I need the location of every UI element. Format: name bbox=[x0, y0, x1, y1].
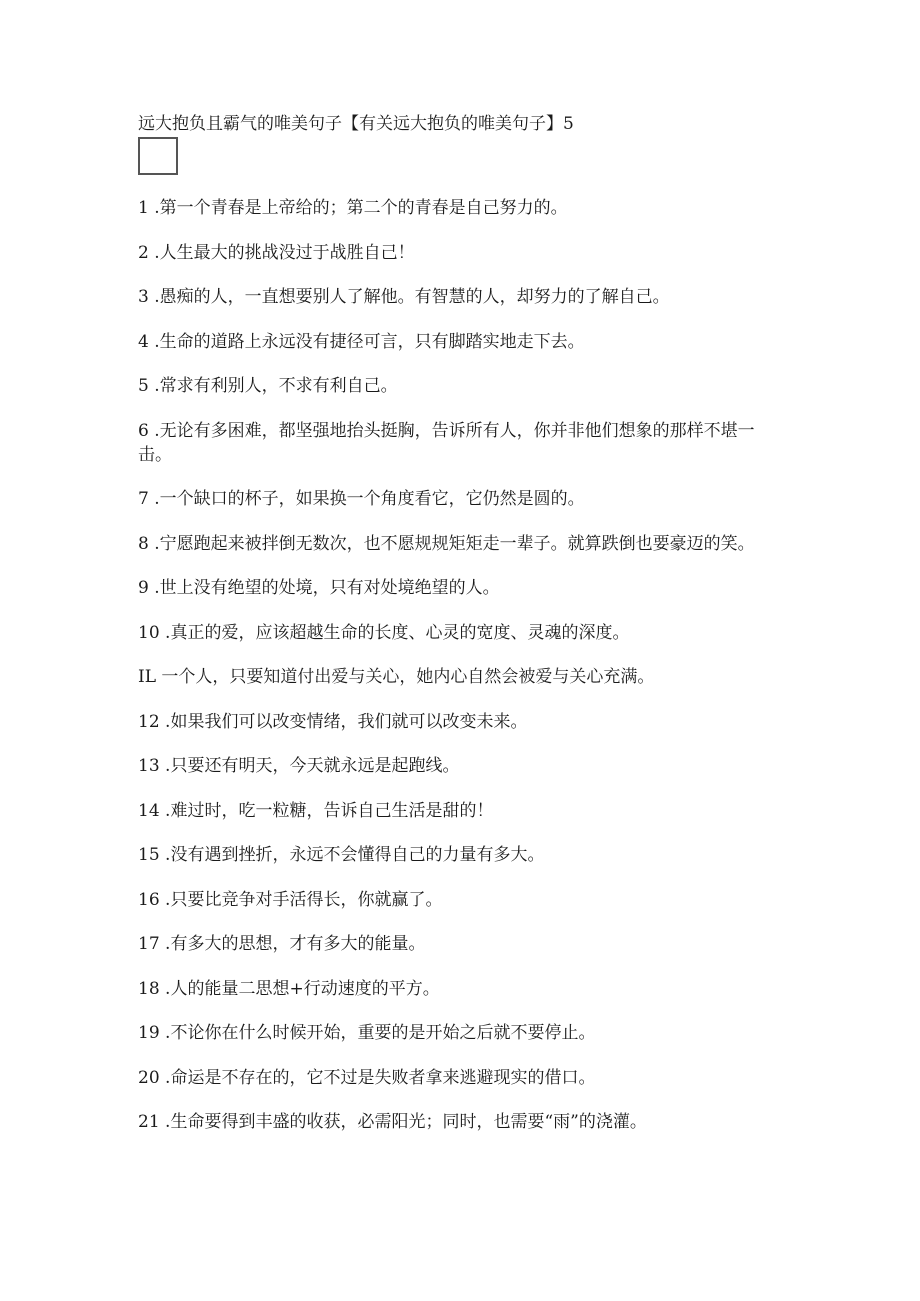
list-item: 20 .命运是不存在的，它不过是失败者拿来逃避现实的借口。 bbox=[138, 1067, 596, 1088]
list-item: 21 .生命要得到丰盛的收获，必需阳光；同时，也需要“雨”的浇灌。 bbox=[138, 1112, 647, 1132]
document-title: 远大抱负且霸气的唯美句子【有关远大抱负的唯美句子】5 bbox=[138, 114, 574, 134]
list-item: 13 .只要还有明天，今天就永远是起跑线。 bbox=[138, 756, 460, 776]
list-item: 12 .如果我们可以改变情绪，我们就可以改变未来。 bbox=[138, 711, 528, 732]
image-placeholder-icon bbox=[138, 137, 178, 175]
list-item: 10 .真正的爱，应该超越生命的长度、心灵的宽度、灵魂的深度。 bbox=[138, 622, 630, 643]
list-item: 16 .只要比竞争对手活得长，你就赢了。 bbox=[138, 889, 443, 910]
list-item: 9 .世上没有绝望的处境，只有对处境绝望的人。 bbox=[138, 578, 500, 598]
list-item: IL 一个人，只要知道付出爱与关心，她内心自然会被爱与关心充满。 bbox=[138, 667, 655, 687]
list-item: 17 .有多大的思想，才有多大的能量。 bbox=[138, 934, 426, 954]
list-item: 15 .没有遇到挫折，永远不会懂得自己的力量有多大。 bbox=[138, 845, 545, 865]
list-item: 19 .不论你在什么时候开始，重要的是开始之后就不要停止。 bbox=[138, 1023, 596, 1043]
list-item: 7 .一个缺口的杯子，如果换一个角度看它，它仍然是圆的。 bbox=[138, 489, 585, 509]
list-item: 4 .生命的道路上永远没有捷径可言，只有脚踏实地走下去。 bbox=[138, 331, 585, 352]
list-item: 6 .无论有多困难，都坚强地抬头挺胸，告诉所有人，你并非他们想象的那样不堪一击。 bbox=[138, 420, 755, 465]
list-item: 1 .第一个青春是上帝给的；第二个的青春是自己努力的。 bbox=[138, 198, 568, 218]
quote-list bbox=[138, 196, 788, 1155]
list-item: 3 .愚痴的人，一直想要别人了解他。有智慧的人，却努力的了解自己。 bbox=[138, 287, 670, 307]
list-item: 14 .难过时，吃一粒糖，告诉自己生活是甜的！ bbox=[138, 800, 494, 821]
list-item: 2 .人生最大的挑战没过于战胜自己！ bbox=[138, 242, 415, 263]
list-item: 18 .人的能量二思想+行动速度的平方。 bbox=[138, 978, 440, 999]
list-item: 8 .宁愿跑起来被拌倒无数次，也不愿规规矩矩走一辈子。就算跌倒也要豪迈的笑。 bbox=[138, 533, 755, 554]
list-item: 5 .常求有利别人，不求有利自己。 bbox=[138, 376, 398, 396]
